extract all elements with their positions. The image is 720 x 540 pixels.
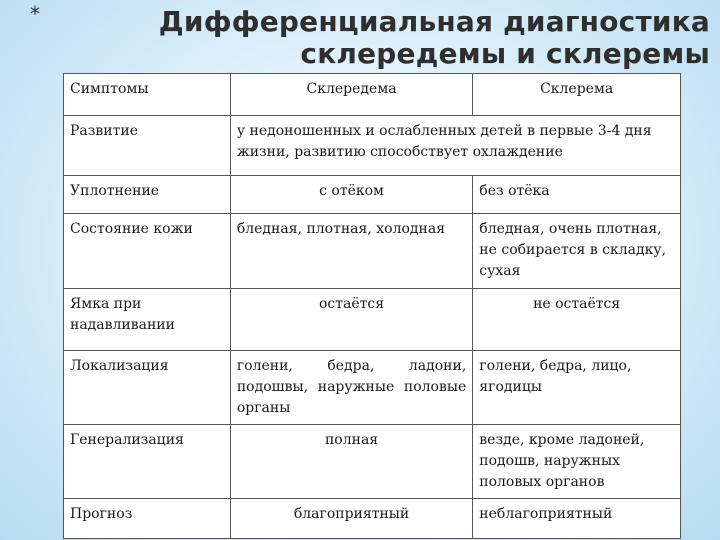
table-row (64, 116, 681, 176)
table-row (64, 176, 681, 214)
table-row (64, 499, 681, 539)
symptom-cell: Генерализация (64, 425, 231, 499)
header-scleredema: Склередема (230, 74, 472, 116)
table-header-row (64, 74, 681, 116)
sclerema-cell: неблагоприятный (473, 499, 681, 539)
sclerema-cell: везде, кроме ладоней, подошв, наружных половых органов (473, 425, 681, 499)
sclerema-cell: голени, бедра, лицо, ягодицы (473, 351, 681, 425)
symptom-cell: Состояние кожи (64, 214, 231, 289)
symptom-cell: Ямка при надавливании (64, 289, 231, 351)
merged-cell: у недоношенных и ослабленных детей в первые 3-4 дня жизни, развитию способствует охлаждение (230, 116, 680, 176)
table-row (64, 214, 681, 289)
table-row (64, 425, 681, 499)
symptom-cell: Уплотнение (64, 176, 231, 214)
title-bullet: * (30, 2, 40, 26)
scleredema-cell: бледная, плотная, холодная (230, 214, 472, 289)
slide-title: Дифференциальная диагностика склередемы и склеремы (158, 5, 710, 70)
table-row (64, 289, 681, 351)
sclerema-cell: не остаётся (473, 289, 681, 351)
sclerema-cell: без отёка (473, 176, 681, 214)
symptom-cell: Прогноз (64, 499, 231, 539)
header-symptoms: Симптомы (64, 74, 231, 116)
sclerema-cell: бледная, очень плотная, не собирается в складку, сухая (473, 214, 681, 289)
scleredema-cell: полная (230, 425, 472, 499)
scleredema-cell: остаётся (230, 289, 472, 351)
header-sclerema: Склерема (473, 74, 681, 116)
scleredema-cell: благоприятный (230, 499, 472, 539)
scleredema-cell: голени, бедра, ладони, подошвы, наружные половые органы (230, 351, 472, 425)
table-row (64, 351, 681, 425)
scleredema-cell: с отёком (230, 176, 472, 214)
diagnosis-table (63, 73, 681, 539)
symptom-cell: Развитие (64, 116, 231, 176)
symptom-cell: Локализация (64, 351, 231, 425)
